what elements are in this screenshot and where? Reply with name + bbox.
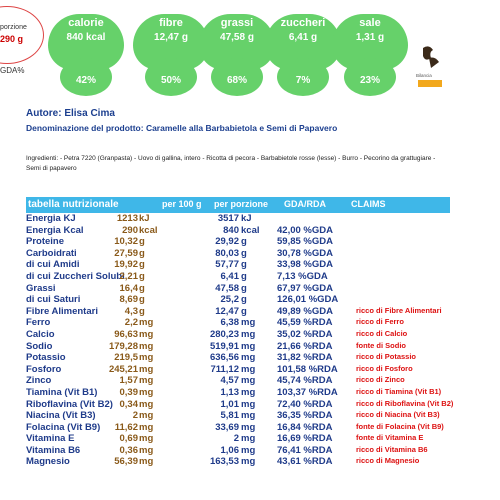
ingredients: Ingredienti: - Petra 7220 (Granpasta) - Uovo di gallina, intero - Ricotta di pecora - Barbabietole rosse (lesse) - Burro - Pecorino da grattugiare - Semi di papavero <box>26 155 436 172</box>
value-portion: 711,12 <box>210 363 239 375</box>
claim: ricco di Vitamina B6 <box>356 444 428 454</box>
gda-value: 36,35 %RDA <box>277 410 333 422</box>
value-portion: 33,69 <box>215 421 239 433</box>
unit-portion: g <box>241 247 247 259</box>
gda-value: 16,69 %RDA <box>277 433 333 445</box>
unit-per100: g <box>139 236 145 248</box>
unit-per100: g <box>139 247 145 259</box>
value-per100: 219,5 <box>114 352 138 364</box>
unit-portion: kJ <box>241 213 252 224</box>
claim: fonte di Vitamina E <box>356 433 424 443</box>
table-row <box>26 317 450 329</box>
nutrient-name: Riboflavina (Vit B2) <box>26 398 113 410</box>
table-row <box>26 375 450 387</box>
bilancia-logo <box>415 44 445 88</box>
unit-portion: mg <box>241 328 256 340</box>
gda-value: 59,85 %GDA <box>277 236 333 248</box>
unit-per100: kcal <box>139 224 158 236</box>
value-per100: 19,92 <box>114 259 138 271</box>
value-portion: 80,03 <box>215 247 239 259</box>
nutrient-percent: 50% <box>160 75 181 86</box>
unit-portion: g <box>241 236 247 248</box>
nutrient-name: Zinco <box>26 375 52 387</box>
value-portion: 636,56 <box>209 352 239 364</box>
unit-per100: mg <box>139 352 154 364</box>
gda-value: 43,61 %RDA <box>277 456 333 468</box>
nutrient-name: Energia Kcal <box>26 224 84 236</box>
value-per100: 245,21 <box>108 363 138 375</box>
unit-per100: mg <box>139 421 154 433</box>
unit-per100: kJ <box>139 213 150 224</box>
gda-value: 42,00 %GDA <box>277 224 333 236</box>
nutrient-name: Proteine <box>26 236 65 248</box>
gda-value: 67,97 %GDA <box>277 282 333 294</box>
nutrient-name: Tiamina (Vit B1) <box>26 386 98 398</box>
unit-per100: g <box>139 270 145 282</box>
claim: ricco di Fibre Alimentari <box>356 305 442 315</box>
value-portion: 3517 <box>217 213 239 224</box>
value-per100: 0,36 <box>119 444 138 456</box>
unit-portion: mg <box>241 317 256 329</box>
unit-portion: g <box>241 294 247 306</box>
value-portion: 5,81 <box>220 410 239 422</box>
unit-per100: mg <box>139 340 154 352</box>
value-per100: 179,28 <box>108 340 138 352</box>
value-per100: 2 <box>132 410 138 422</box>
claim: ricco di Zinco <box>356 375 405 385</box>
table-row <box>26 259 450 271</box>
value-portion: 25,2 <box>220 294 239 306</box>
nutrient-name: zuccheri <box>280 17 326 29</box>
nutrition-table <box>26 197 454 468</box>
value-per100: 1,57 <box>119 375 138 387</box>
table-row <box>26 387 450 399</box>
unit-per100: mg <box>139 363 154 375</box>
claim: ricco di Calcio <box>356 328 408 338</box>
value-portion: 4,57 <box>220 375 239 387</box>
unit-portion: kcal <box>241 224 260 236</box>
table-row <box>26 271 450 283</box>
nutrient-value: 47,58 g <box>220 32 254 43</box>
nutrient-name: Vitamina B6 <box>26 444 81 456</box>
unit-portion: mg <box>241 421 256 433</box>
unit-portion: mg <box>241 433 256 445</box>
nutrient-name: Sodio <box>26 340 53 352</box>
gda-value: 72,40 %RDA <box>277 398 333 410</box>
unit-portion: mg <box>241 398 256 410</box>
value-portion: 1,13 <box>220 386 239 398</box>
value-per100: 4,3 <box>124 305 138 317</box>
table-row <box>26 306 450 318</box>
gda-value: 7,13 %GDA <box>277 270 328 282</box>
value-portion: 2 <box>233 433 239 445</box>
nutrient-percent: 7% <box>295 75 311 86</box>
gda-value: 103,37 %RDA <box>277 386 338 398</box>
portion-label: porzione <box>0 24 27 31</box>
nutrient-name: Energia KJ <box>26 213 76 224</box>
logo-text: Bilancia <box>416 73 432 78</box>
unit-per100: mg <box>139 410 154 422</box>
header-per100: per 100 g <box>162 199 202 209</box>
gda-value: 31,82 %RDA <box>277 352 333 364</box>
table-header <box>26 197 450 213</box>
value-portion: 47,58 <box>215 282 239 294</box>
table-row <box>26 294 450 306</box>
value-portion: 163,53 <box>209 456 239 468</box>
gda-value: 30,78 %GDA <box>277 247 333 259</box>
table-row <box>26 398 454 411</box>
gda-label: GDA% <box>0 66 25 75</box>
unit-portion: mg <box>241 340 256 352</box>
nutrient-name: di cui Amidi <box>26 259 80 271</box>
gda-value: 21,66 %RDA <box>277 340 333 352</box>
gda-value: 76,41 %RDA <box>277 444 333 456</box>
author: Autore: Elisa Cima <box>26 108 115 119</box>
unit-per100: g <box>139 294 145 306</box>
unit-portion: mg <box>241 386 256 398</box>
unit-per100: g <box>139 305 145 317</box>
product-name: Denominazione del prodotto: Caramelle alla Barbabietola e Semi di Papavero <box>26 123 338 133</box>
table-row <box>26 433 450 445</box>
nutrient-name: di cui Saturi <box>26 294 81 306</box>
nutrient-name: Ferro <box>26 317 51 329</box>
value-per100: 56,39 <box>114 456 138 468</box>
gda-value: 16,84 %RDA <box>277 421 333 433</box>
table-row <box>26 410 450 422</box>
unit-portion: mg <box>241 410 256 422</box>
gda-value: 101,58 %RDA <box>277 363 338 375</box>
gda-value: 126,01 %GDA <box>277 294 339 306</box>
unit-per100: mg <box>139 444 154 456</box>
table-row <box>26 283 450 295</box>
table-row <box>26 236 450 248</box>
unit-portion: mg <box>241 375 256 387</box>
grassi-badge <box>199 14 275 98</box>
table-body <box>26 213 454 468</box>
table-row <box>26 422 450 434</box>
claim: ricco di Fosforo <box>356 363 413 373</box>
nutrient-name: Fibre Alimentari <box>26 305 98 317</box>
claim: ricco di Potassio <box>356 352 417 362</box>
unit-per100: mg <box>139 375 154 387</box>
unit-portion: g <box>241 282 247 294</box>
nutrient-percent: 42% <box>75 75 96 86</box>
header-claims: CLAIMS <box>351 199 386 209</box>
value-per100: 2,2 <box>124 317 138 329</box>
header-name: tabella nutrizionale <box>28 199 119 210</box>
table-row <box>26 341 450 353</box>
unit-per100: g <box>139 259 145 271</box>
claim: fonte di Folacina (Vit B9) <box>356 421 444 431</box>
nutrient-name: Calcio <box>26 328 55 340</box>
value-portion: 57,77 <box>215 259 239 271</box>
nutrient-name: Fosforo <box>26 363 62 375</box>
value-per100: 96,63 <box>114 328 138 340</box>
value-per100: 0,39 <box>119 386 138 398</box>
gda-value: 45,74 %RDA <box>277 375 333 387</box>
nutrient-name: grassi <box>220 17 254 29</box>
value-portion: 12,47 <box>215 305 239 317</box>
nutrient-value: 6,41 g <box>288 32 318 43</box>
nutrient-name: Potassio <box>26 352 66 364</box>
gda-value: 35,02 %RDA <box>277 328 333 340</box>
value-portion: 519,91 <box>209 340 239 352</box>
nutrient-name: Folacina (Vit B9) <box>26 421 101 433</box>
nutrient-value: 1,31 g <box>355 32 385 43</box>
portion-value: 290 g <box>0 34 24 44</box>
unit-portion: g <box>241 259 247 271</box>
nutrient-name: Niacina (Vit B3) <box>26 410 96 422</box>
claim: ricco di Ferro <box>356 317 404 327</box>
value-portion: 6,41 <box>220 270 239 282</box>
nutrient-name: di cui Zuccheri Solubi <box>26 270 125 282</box>
nutrient-percent: 68% <box>226 75 247 86</box>
table-row <box>26 248 450 260</box>
value-per100: 27,59 <box>114 247 138 259</box>
unit-per100: mg <box>139 433 154 445</box>
unit-portion: mg <box>241 444 256 456</box>
unit-per100: g <box>139 282 145 294</box>
unit-portion: mg <box>241 456 256 468</box>
nutrient-value: 840 kcal <box>66 32 106 43</box>
unit-portion: mg <box>241 363 256 375</box>
nutrient-name: fibre <box>159 17 183 29</box>
table-row <box>26 213 450 225</box>
gda-value: 33,98 %GDA <box>277 259 333 271</box>
nutrient-name: Grassi <box>26 282 56 294</box>
value-per100: 1213 <box>116 213 138 224</box>
zuccheri-badge <box>265 14 341 98</box>
nutrient-name: Vitamina E <box>26 433 75 445</box>
table-row <box>26 329 450 341</box>
claim: ricco di Riboflavina (Vit B2) <box>356 398 454 408</box>
nutrient-value: 12,47 g <box>154 32 188 43</box>
value-portion: 1,06 <box>220 444 239 456</box>
value-per100: 290 <box>122 224 138 236</box>
table-row <box>26 225 450 237</box>
table-row <box>26 352 450 364</box>
value-portion: 29,92 <box>215 236 239 248</box>
unit-per100: mg <box>139 398 154 410</box>
unit-portion: mg <box>241 352 256 364</box>
gda-value: 45,59 %RDA <box>277 317 333 329</box>
claim: ricco di Tiamina (Vit B1) <box>356 386 442 396</box>
unit-portion: g <box>241 305 247 317</box>
claim: ricco di Niacina (Vit B3) <box>356 410 440 420</box>
unit-per100: mg <box>139 456 154 468</box>
table-row <box>26 445 450 457</box>
nutrient-name: Magnesio <box>26 456 70 468</box>
value-per100: 2,21 <box>119 270 138 282</box>
unit-per100: mg <box>139 386 154 398</box>
nutrient-name: Carboidrati <box>26 247 77 259</box>
calorie-badge <box>48 14 124 98</box>
nutrient-name: sale <box>359 17 381 29</box>
unit-per100: mg <box>139 328 154 340</box>
value-per100: 16,4 <box>119 282 138 294</box>
value-portion: 1,01 <box>220 398 239 410</box>
value-per100: 10,32 <box>114 236 138 248</box>
sale-badge <box>332 14 408 98</box>
header-portion: per porzione <box>214 199 269 209</box>
nutrient-name: calorie <box>68 17 104 29</box>
value-per100: 0,69 <box>119 433 138 445</box>
unit-portion: g <box>241 270 247 282</box>
nutrient-percent: 23% <box>359 75 380 86</box>
value-per100: 8,69 <box>119 294 138 306</box>
fibre-badge <box>133 14 209 98</box>
unit-per100: mg <box>139 317 154 329</box>
value-per100: 0,34 <box>119 398 138 410</box>
table-row <box>26 364 450 376</box>
claim: ricco di Magnesio <box>356 456 420 466</box>
header-gda: GDA/RDA <box>284 199 326 209</box>
claim: fonte di Sodio <box>356 340 406 350</box>
gda-value: 49,89 %GDA <box>277 305 333 317</box>
table-row <box>26 456 450 468</box>
value-portion: 840 <box>223 224 239 236</box>
value-portion: 280,23 <box>209 328 239 340</box>
value-portion: 6,38 <box>220 317 239 329</box>
value-per100: 11,62 <box>114 421 138 433</box>
